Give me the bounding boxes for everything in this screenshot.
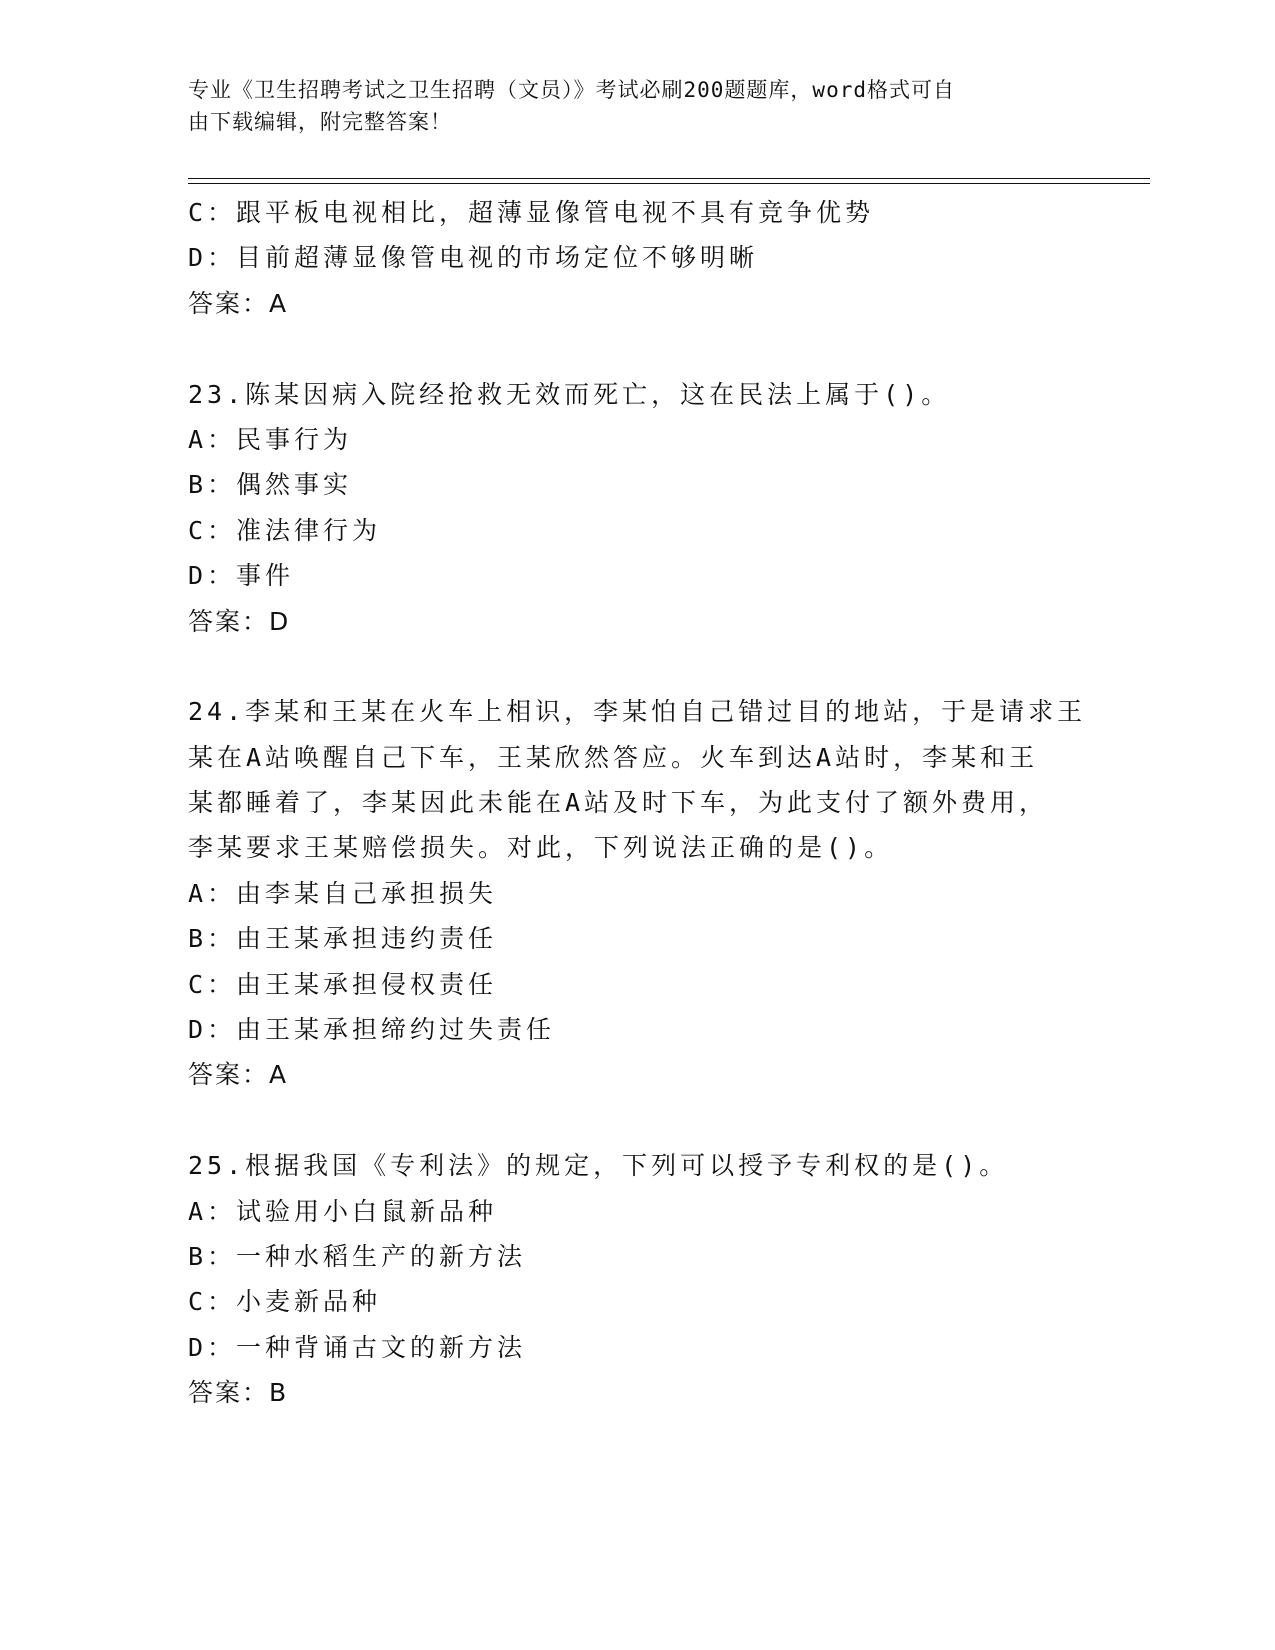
option-line: D：目前超薄显像管电视的市场定位不够明晰: [188, 243, 759, 273]
option-d: D：由王某承担缔约过失责任: [188, 1015, 556, 1045]
option-c: C：小麦新品种: [188, 1287, 382, 1317]
option-a: A：民事行为: [188, 424, 353, 454]
header-line-1: 专业《卫生招聘考试之卫生招聘（文员）》考试必刷200题题库，word格式可自: [188, 78, 955, 102]
answer-line: 答案：A: [188, 288, 289, 318]
spacer: [188, 1098, 1088, 1143]
option-d: D：一种背诵古文的新方法: [188, 1332, 527, 1362]
question-stem: 25.根据我国《专利法》的规定，下列可以授予专利权的是()。: [188, 1151, 1009, 1181]
spacer: [188, 644, 1088, 689]
question-content: [188, 190, 1088, 1416]
option-a: A：试验用小白鼠新品种: [188, 1196, 498, 1226]
question-23: [188, 372, 1088, 644]
option-b: B：一种水稻生产的新方法: [188, 1241, 527, 1271]
option-b: B：偶然事实: [188, 470, 353, 500]
question-stem-line: 某都睡着了，李某因此未能在A站及时下车，为此支付了额外费用，: [188, 788, 1049, 818]
question-stem-line: 李某要求王某赔偿损失。对此，下列说法正确的是()。: [188, 833, 894, 863]
option-c: C：准法律行为: [188, 515, 382, 545]
page-header: [188, 74, 1068, 138]
answer-line: 答案：A: [188, 1060, 289, 1090]
header-divider: [188, 178, 1150, 184]
spacer: [188, 326, 1088, 371]
question-stem: 23.陈某因病入院经抢救无效而死亡，这在民法上属于()。: [188, 379, 951, 409]
question-stem-line: 某在A站唤醒自己下车，王某欣然答应。火车到达A站时，李某和王: [188, 742, 1039, 772]
option-line: C：跟平板电视相比，超薄显像管电视不具有竞争优势: [188, 198, 875, 227]
option-b: B：由王某承担违约责任: [188, 924, 498, 954]
option-a: A：由李某自己承担损失: [188, 878, 498, 908]
option-c: C：由王某承担侵权责任: [188, 969, 498, 999]
question-25: [188, 1143, 1088, 1415]
question-24: [188, 689, 1088, 1098]
header-line-2: 由下载编辑，附完整答案！: [188, 110, 452, 134]
answer-line: 答案：D: [188, 606, 291, 636]
option-d: D：事件: [188, 561, 295, 591]
question-stem-line: 24.李某和王某在火车上相识，李某怕自己错过目的地站，于是请求王: [188, 697, 1087, 727]
answer-line: 答案：B: [188, 1378, 289, 1408]
